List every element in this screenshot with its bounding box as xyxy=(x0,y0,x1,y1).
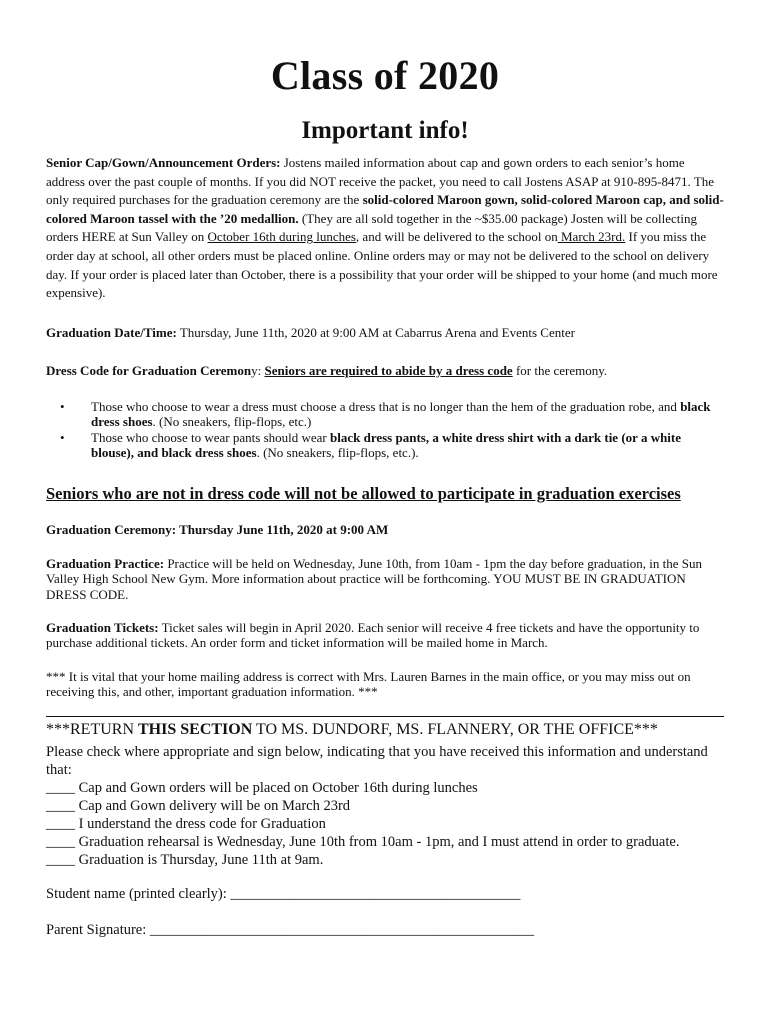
bullet-text-2: . (No sneakers, flip-flops, etc.). xyxy=(256,445,419,461)
tickets-paragraph xyxy=(46,620,724,651)
bullet-text-2: . (No sneakers, flip-flops, etc.) xyxy=(152,414,312,430)
dress-code-label-tail: y: xyxy=(251,363,262,378)
cap-gown-label: Senior Cap/Gown/Announcement Orders: xyxy=(46,155,281,170)
page-title: Class of 2020 xyxy=(270,53,500,98)
checklist-item[interactable]: ____ Graduation is Thursday, June 11th at 9am. xyxy=(46,852,324,868)
bullet-text-1: Those who choose to wear pants should wear xyxy=(91,429,330,445)
practice-text: Practice will be held on Wednesday, June 10th, from 10am - 1pm the day before graduation, in the Sun Valley High School New Gym. More information about practice will be forthcoming. YOU MUST BE IN GRADUATION DRESS CODE. xyxy=(46,556,703,602)
dress-code-tail: for the ceremony. xyxy=(512,363,608,378)
return-section-heading xyxy=(46,721,736,739)
bullet-bold: black dress shoes xyxy=(91,399,711,430)
bullet-icon: • xyxy=(60,399,65,414)
bullet-icon: • xyxy=(60,429,65,445)
return-instructions: Please check where appropriate and sign below, indicating that you have received this information and understand that: xyxy=(46,744,708,778)
checklist-item[interactable]: ____ Cap and Gown delivery will be on March 23rd xyxy=(46,798,351,814)
parent-signature-field[interactable]: Parent Signature: _____________________________________________________ xyxy=(46,922,535,938)
dress-code-required: Seniors are required to abide by a dress code xyxy=(264,363,513,378)
return-head-bold: THIS SECTION xyxy=(138,721,253,738)
cap-gown-text-1: Jostens mailed information about cap and gown orders to each senior’s home address over the past couple of months. If you did NOT receive the packet, you need to call Jostens ASAP at 910-895-8471. The only required purchases for the graduation ceremony are the xyxy=(46,155,715,208)
dress-code-label: Dress Code for Graduation Ceremon xyxy=(46,363,252,378)
graduation-date-text: Thursday, June 11th, 2020 at 9:00 AM at Cabarrus Arena and Events Center xyxy=(176,325,575,340)
cap-gown-text-3: , and will be delivered to the school on xyxy=(355,229,558,245)
dress-code-warning: Seniors who are not in dress code will not be allowed to participate in graduation exercises xyxy=(46,484,681,503)
dress-code-list xyxy=(46,399,726,461)
checklist-item[interactable]: ____ Cap and Gown orders will be placed on October 16th during lunches xyxy=(46,780,478,796)
ceremony-paragraph xyxy=(46,521,724,540)
dress-code-paragraph xyxy=(46,362,724,381)
ceremony-text: Graduation Ceremony: Thursday June 11th, 2020 at 9:00 AM xyxy=(46,522,389,537)
cap-gown-text-2: (They are all sold together in the ~$35.00 package) Josten will be collecting orders HERE at Sun Valley on xyxy=(46,210,698,245)
vital-notice: *** It is vital that your home mailing address is correct with Mrs. Lauren Barnes in the main office, or you may miss out on receiving this, and other, important graduation information. *** xyxy=(46,669,691,700)
student-name-field[interactable]: Student name (printed clearly): ________________________________________ xyxy=(46,886,521,902)
bullet-text-1: Those who choose to wear a dress must choose a dress that is no longer than the hem of the graduation robe, and xyxy=(91,399,681,414)
bullet-bold: black dress pants, a white dress shirt with a dark tie (or a white blouse), and black dress shoes xyxy=(91,429,682,461)
tickets-label: Graduation Tickets: xyxy=(46,620,159,635)
list-item xyxy=(46,399,726,430)
cap-gown-required-items: solid-colored Maroon gown, solid-colored Maroon cap, and solid-colored Maroon tassel with the ’20 medallion. xyxy=(46,192,724,226)
list-item xyxy=(46,430,726,461)
checklist-item[interactable]: ____ Graduation rehearsal is Wednesday, June 10th from 10am - 1pm, and I must attend in order to graduate. xyxy=(46,834,680,850)
graduation-date-paragraph xyxy=(46,324,724,343)
acknowledgement-checklist xyxy=(46,779,726,869)
tickets-text: Ticket sales will begin in April 2020. Each senior will receive 4 free tickets and have the opportunity to purchase additional tickets. An order form and ticket information will be mailed home in March. xyxy=(46,620,700,651)
cap-gown-paragraph xyxy=(46,154,724,303)
graduation-date-label: Graduation Date/Time: xyxy=(46,325,177,340)
order-date: October 16th during lunches xyxy=(207,229,356,245)
return-head-text-2: TO MS. DUNDORF, MS. FLANNERY, OR THE OFFICE*** xyxy=(252,721,658,738)
cut-line-divider xyxy=(46,716,724,717)
practice-label: Graduation Practice: xyxy=(46,556,165,571)
delivery-date: March 23rd. xyxy=(557,229,626,245)
practice-paragraph xyxy=(46,556,724,602)
checklist-item[interactable]: ____ I understand the dress code for Graduation xyxy=(46,816,326,832)
return-head-text-1: ***RETURN xyxy=(46,721,138,738)
cap-gown-text-4: If you miss the order day at school, all other orders must be placed online. Online orders may or may not be delivered to the school on delivery day. If your order is placed later than October, there is a possibility that your order will be shipped to your home (and much more expensive). xyxy=(46,229,718,301)
page-subtitle: Important info! xyxy=(301,117,469,144)
